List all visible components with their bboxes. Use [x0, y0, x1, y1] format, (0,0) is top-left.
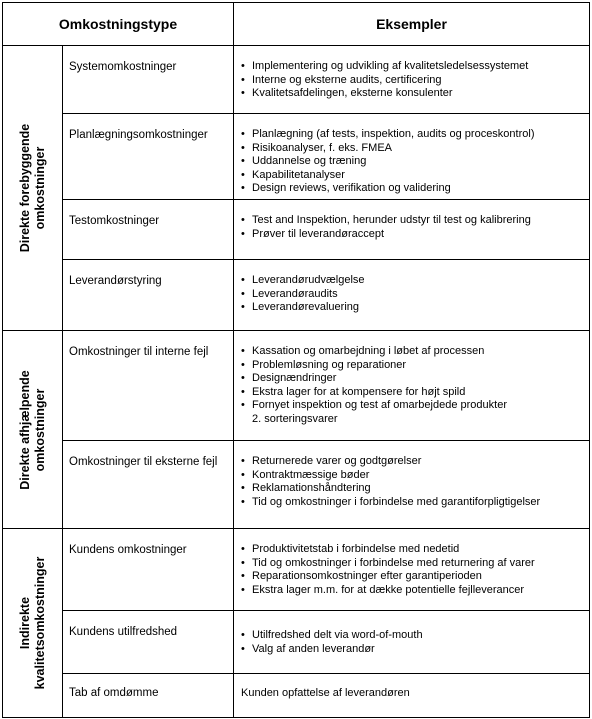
list-item: • Reparationsomkostninger efter garantiperioden	[241, 570, 585, 584]
table-row	[3, 529, 590, 611]
list-item: • Interne og eksterne audits, certificering	[241, 74, 585, 88]
group-preventive-cell	[3, 46, 63, 331]
list-item: • Prøver til leverandøraccept	[241, 228, 585, 242]
list-item: • Tid og omkostninger i forbindelse med garantiforpligtigelser	[241, 496, 585, 510]
header-row	[3, 3, 590, 46]
table-row	[3, 331, 590, 441]
list-item: • Kapabilitetanalyser	[241, 169, 585, 183]
group-corrective-cell	[3, 331, 63, 529]
list-item: • Implementering og udvikling af kvalitetsledelsessystemet	[241, 60, 585, 74]
list-item: • Design reviews, verifikation og validering	[241, 182, 585, 196]
list-item: • Produktivitetstab i forbindelse med nedetid	[241, 543, 585, 557]
list-item: • Fornyet inspektion og test af omarbejdede produkter	[241, 399, 585, 413]
list-item-continuation: 2. sorteringsvarer	[252, 412, 338, 425]
table-row	[3, 441, 590, 529]
group-label-corrective: Direkte afhjælpende omkostninger	[17, 369, 47, 490]
header-examples: Eksempler	[234, 3, 590, 46]
list-item: • Problemløsning og reparationer	[241, 359, 585, 373]
table-row	[3, 674, 590, 718]
cost-type-cell: Planlægningsomkostninger	[63, 114, 234, 200]
table-row	[3, 200, 590, 260]
group-indirect-cell	[3, 529, 63, 718]
list-item: • Tid og omkostninger i forbindelse med returnering af varer	[241, 557, 585, 571]
list-item: • Returnerede varer og godtgørelser	[241, 455, 585, 469]
list-item: • Test and Inspektion, herunder udstyr til test og kalibrering	[241, 214, 585, 228]
examples-cell	[234, 611, 590, 674]
list-item: • Kvalitetsafdelingen, eksterne konsulenter	[241, 87, 585, 101]
table-row	[3, 611, 590, 674]
examples-cell	[234, 200, 590, 260]
cost-type-cell: Kundens utilfredshed	[63, 611, 234, 674]
cost-type-cell: Tab af omdømme	[63, 674, 234, 718]
list-item: • Planlægning (af tests, inspektion, audits og proceskontrol)	[241, 128, 585, 142]
table-row	[3, 46, 590, 114]
table-row	[3, 114, 590, 200]
cost-type-cell: Leverandørstyring	[63, 260, 234, 331]
examples-cell	[234, 529, 590, 611]
list-item: • Kassation og omarbejdning i løbet af processen	[241, 345, 585, 359]
list-item: • Designændringer	[241, 372, 585, 386]
group-label-indirect: Indirekte kvalitetsomkostninger	[17, 556, 47, 690]
header-cost-type: Omkostningstype	[3, 3, 234, 46]
examples-cell	[234, 46, 590, 114]
list-item: • Ekstra lager for at kompensere for højt spild	[241, 386, 585, 400]
list-item: • Risikoanalyser, f. eks. FMEA	[241, 142, 585, 156]
list-item: • Valg af anden leverandør	[241, 643, 585, 657]
list-item: • Leverandørevaluering	[241, 301, 585, 315]
examples-cell	[234, 331, 590, 441]
cost-type-cell: Omkostninger til interne fejl	[63, 331, 234, 441]
cost-type-cell: Omkostninger til eksterne fejl	[63, 441, 234, 529]
examples-cell	[234, 441, 590, 529]
plain-example: Kunden opfattelse af leverandøren	[241, 687, 410, 699]
examples-cell	[234, 674, 590, 718]
cost-type-cell: Kundens omkostninger	[63, 529, 234, 611]
list-item: • Ekstra lager m.m. for at dække potentielle fejlleverancer	[241, 584, 585, 598]
group-label-preventive: Direkte forebyggende omkostninger	[17, 123, 47, 253]
cost-type-cell: Testomkostninger	[63, 200, 234, 260]
examples-cell	[234, 260, 590, 331]
list-item: • Leverandørudvælgelse	[241, 274, 585, 288]
list-item: • Leverandøraudits	[241, 288, 585, 302]
quality-cost-table	[2, 2, 590, 718]
list-item: • Kontraktmæssige bøder	[241, 469, 585, 483]
examples-cell	[234, 114, 590, 200]
cost-type-cell: Systemomkostninger	[63, 46, 234, 114]
list-item: • Reklamationshåndtering	[241, 482, 585, 496]
table-row	[3, 260, 590, 331]
list-item: • Utilfredshed delt via word-of-mouth	[241, 629, 585, 643]
list-item: • Uddannelse og træning	[241, 155, 585, 169]
